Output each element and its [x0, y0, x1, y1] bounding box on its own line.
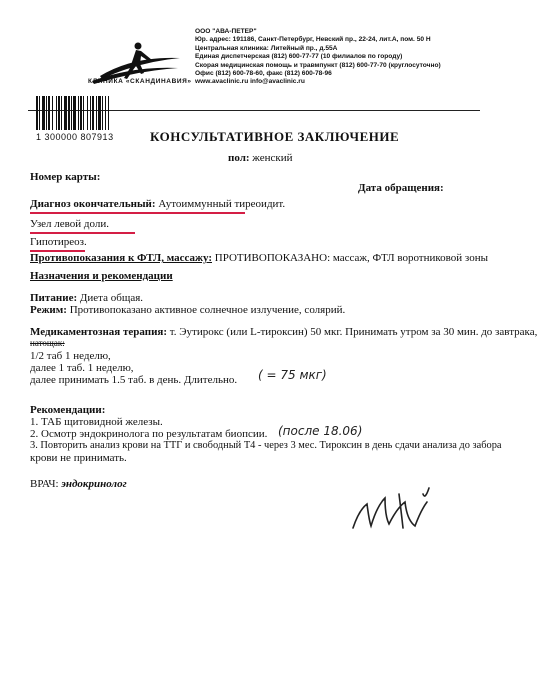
card-number-label: Номер карты: [30, 171, 101, 183]
header-line: Офис (812) 600-78-60, факс (812) 600-78-96 [195, 70, 332, 78]
handwritten-dose: ( = 75 мкг) [258, 368, 327, 382]
doctor-label: ВРАЧ: [30, 478, 59, 490]
clinic-header [195, 28, 495, 87]
barcode-bar [90, 96, 91, 130]
barcode [36, 96, 132, 130]
handwritten-date-note: (после 18.06) [278, 424, 363, 438]
barcode-bar [42, 96, 45, 130]
therapy-label: Медикаментозная терапия: [30, 326, 168, 338]
diagnosis-line [30, 198, 285, 210]
barcode-bar [64, 96, 67, 130]
therapy-struck: натощак: [30, 338, 65, 348]
diagnosis-label: Диагноз окончательный: [30, 198, 156, 210]
recommendation-item: 3. Повторить анализ крови на ТТГ и свободный Т4 - через 3 мес. Тироксин в день сдачи анализа до забора [30, 440, 502, 451]
barcode-bar [48, 96, 50, 130]
header-line: Юр. адрес: 191186, Санкт-Петербург, Невский пр., 22-24, лит.А, пом. 50 Н [195, 36, 431, 44]
nutrition-label: Питание: [30, 292, 78, 304]
diagnosis-line-2: Узел левой доли. [30, 218, 109, 230]
therapy-value: т. Эутирокс (или L-тироксин) 50 мкг. Принимать утром за 30 мин. до завтрака, [169, 326, 537, 338]
therapy-step: далее 1 таб. 1 неделю, [30, 362, 134, 374]
header-line: Единая диспетчерская (812) 600-77-77 (10 филиалов по городу) [195, 53, 403, 61]
barcode-bar [71, 96, 72, 130]
visit-date-label: Дата обращения: [358, 182, 444, 194]
regime-line [30, 304, 345, 316]
barcode-bar [92, 96, 94, 130]
appointments-header: Назначения и рекомендации [30, 270, 173, 282]
contraindications-label: Противопоказания к ФТЛ, массажу: [30, 252, 212, 264]
barcode-bar [98, 96, 101, 130]
recommendation-item: крови не принимать. [30, 452, 127, 464]
doctor-specialty: эндокринолог [61, 478, 127, 490]
barcode-bar [96, 96, 97, 130]
therapy-step: далее принимать 1.5 таб. в день. Длительно. [30, 374, 238, 386]
barcode-bar [105, 96, 106, 130]
header-line: www.avaclinic.ru info@avaclinic.ru [195, 78, 305, 86]
barcode-bar [102, 96, 103, 130]
barcode-bar [39, 96, 40, 130]
barcode-bar [73, 96, 76, 130]
highlight-underline [30, 232, 135, 234]
doctor-signature [345, 480, 455, 540]
nutrition-value: Диета общая. [79, 292, 144, 304]
contraindications-line [30, 252, 488, 264]
regime-value: Противопоказано активное солнечное излучение, солярий. [69, 304, 346, 316]
diagnosis-line-3: Гипотиреоз. [30, 236, 87, 248]
barcode-bar [68, 96, 70, 130]
recommendation-item: 2. Осмотр эндокринолога по результатам биопсии. [30, 428, 268, 440]
barcode-bar [58, 96, 60, 130]
barcode-bar [83, 96, 84, 130]
header-line: Скорая медицинская помощь и травмпункт (812) 600-77-70 (круглосуточно) [195, 61, 441, 69]
recommendations-label: Рекомендации: [30, 404, 106, 416]
barcode-number: 1 300000 807913 [36, 132, 114, 142]
sex-line [228, 152, 293, 164]
header-line: Центральная клиника: Литейный пр., д.55А [195, 44, 338, 52]
barcode-bar [56, 96, 57, 130]
barcode-bar [87, 96, 88, 130]
barcode-bar [46, 96, 47, 130]
regime-label: Режим: [30, 304, 67, 316]
barcode-bar [78, 96, 79, 130]
recommendation-item: 1. ТАБ щитовидной железы. [30, 416, 163, 428]
document-title: КОНСУЛЬТАТИВНОЕ ЗАКЛЮЧЕНИЕ [150, 129, 400, 144]
diagnosis-value: Аутоиммунный тиреоидит. [158, 198, 286, 210]
barcode-bar [61, 96, 62, 130]
barcode-bar [52, 96, 53, 130]
barcode-bar [36, 96, 38, 130]
therapy-line [30, 326, 537, 338]
sex-label: пол: [228, 152, 250, 164]
barcode-bar [80, 96, 82, 130]
header-line: ООО "АВА-ПЕТЕР" [195, 28, 257, 35]
contraindications-value: ПРОТИВОПОКАЗАНО: массаж, ФТЛ воротниковой зоны [214, 252, 488, 264]
sex-value: женский [252, 152, 293, 164]
barcode-bar [108, 96, 109, 130]
logo-text: КЛИНИКА «СКАНДИНАВИЯ» [88, 78, 192, 85]
therapy-step: 1/2 таб 1 неделю, [30, 350, 111, 362]
doctor-line [30, 478, 127, 490]
highlight-underline [30, 212, 245, 214]
nutrition-line [30, 292, 143, 304]
